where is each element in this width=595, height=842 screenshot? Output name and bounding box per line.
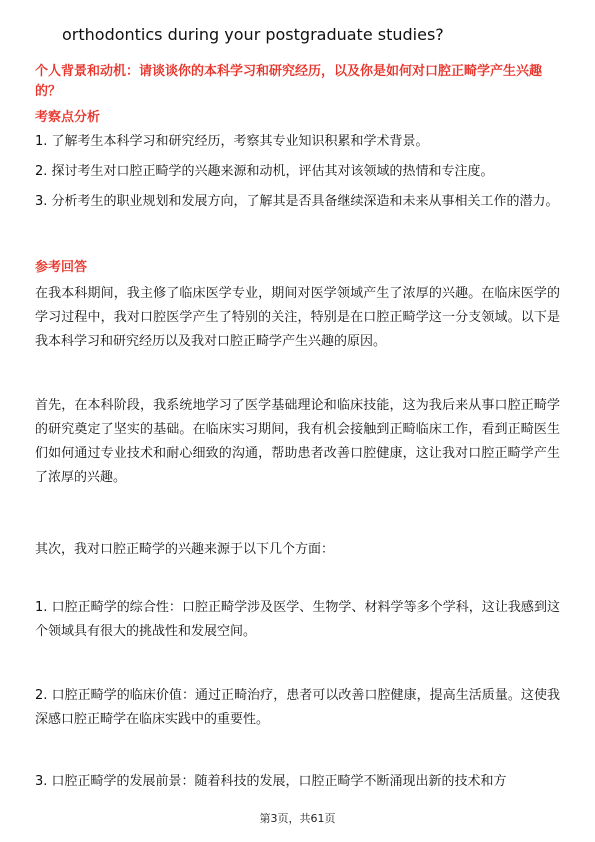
answer-paragraph: 3. 口腔正畸学的发展前景：随着科技的发展，口腔正畸学不断涌现出新的技术和方 xyxy=(35,774,507,789)
analysis-point: 2. 探讨考生对口腔正畸学的兴趣来源和动机，评估其对该领域的热情和专注度。 xyxy=(35,164,494,179)
answer-heading: 参考回答 xyxy=(35,260,88,275)
answer-paragraph: 首先，在本科阶段，我系统地学习了医学基础理论和临床技能，这为我后来从事口腔正畸学的研究奠定了坚实的基础。在临床实习期间，我有机会接触到正畸临床工作，看到正畸医生们如何通过专业技术和耐心细致的沟通，帮助患者改善口腔健康，这让我对口腔正畸学产生了浓厚的兴趣。 xyxy=(35,398,560,485)
answer-paragraph: 其次，我对口腔正畸学的兴趣来源于以下几个方面： xyxy=(35,542,335,557)
answer-paragraph: 在我本科期间，我主修了临床医学专业，期间对医学领域产生了浓厚的兴趣。在临床医学的学习过程中，我对口腔医学产生了特别的关注，特别是在口腔正畸学这一分支领域。以下是我本科学习和研究经历以及我对口腔正畸学产生兴趣的原因。 xyxy=(35,286,560,349)
answer-paragraph: 1. 口腔正畸学的综合性：口腔正畸学涉及医学、生物学、材料学等多个学科，这让我感到这个领域具有很大的挑战性和发展空间。 xyxy=(35,600,560,639)
page-footer: 第3页，共61页 xyxy=(259,812,336,825)
analysis-point: 3. 分析考生的职业规划和发展方向，了解其是否具备继续深造和未来从事相关工作的潜力。 xyxy=(35,194,559,209)
continued-question-text: orthodontics during your postgraduate studies? xyxy=(62,25,444,44)
answer-paragraph: 2. 口腔正畸学的临床价值：通过正畸治疗，患者可以改善口腔健康，提高生活质量。这使我深感口腔正畸学在临床实践中的重要性。 xyxy=(35,688,560,727)
analysis-heading: 考察点分析 xyxy=(35,110,101,125)
analysis-point: 1. 了解考生本科学习和研究经历，考察其专业知识积累和学术背景。 xyxy=(35,134,429,149)
question-heading: 个人背景和动机：请谈谈你的本科学习和研究经历，以及你是如何对口腔正畸学产生兴趣的？ xyxy=(35,64,543,99)
